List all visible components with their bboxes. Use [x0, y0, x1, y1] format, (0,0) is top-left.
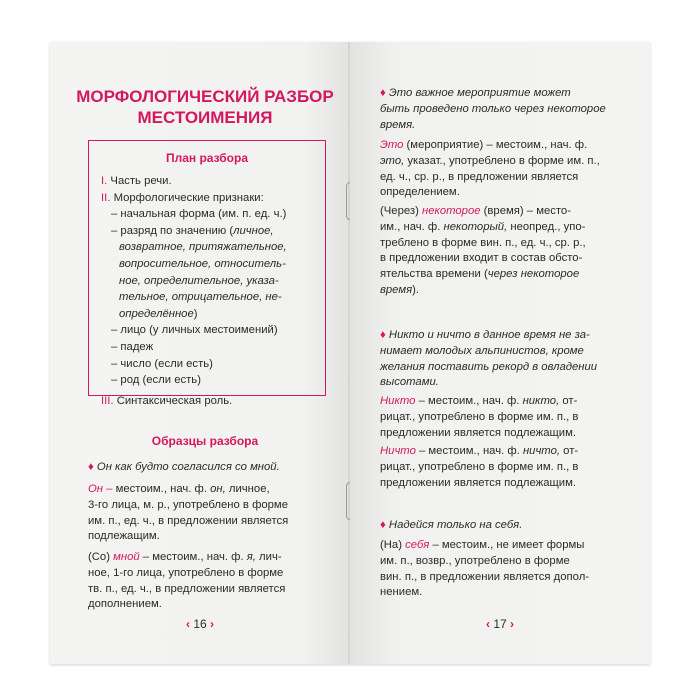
page-number: ‹ 16 › [185, 617, 215, 631]
diamond-icon: ♦ [380, 87, 386, 99]
chevron-left-icon: ‹ [485, 617, 490, 631]
plan-sub-3: – лицо (у личных местоимений) [111, 324, 278, 337]
plan-sub-2-cont: ное, определительное, указа- [119, 274, 279, 287]
analysis-paragraph: Ничто – местоим., нач. ф. ничто, от- рицат., употреблено в форме им. п., в предложении является подлежащим. [380, 445, 579, 489]
example-sentence: ♦ Надейся только на себя. [380, 519, 523, 531]
page-title: МОРФОЛОГИЧЕСКИЙ РАЗБОР МЕСТОИМЕНИЯ [76, 87, 334, 127]
plan-box [88, 140, 326, 407]
right-page [350, 42, 650, 664]
example-sentence: ♦ Он как будто согласился со мной. [88, 461, 280, 473]
page-number: ‹ 17 › [485, 617, 515, 631]
diamond-icon: ♦ [380, 329, 386, 341]
plan-sub-2-cont: возвратное, притяжательное, [119, 241, 287, 254]
analysis-paragraph: Никто – местоим., нач. ф. никто, от- рицат., употреблено в форме им. п., в предложении является подлежащим. [380, 395, 579, 439]
samples-title: Образцы разбора [151, 434, 259, 448]
analysis-paragraph: (Со) мной – местоим., нач. ф. я, лич- ное, 1-го лица, употреблено в форме тв. п., ед. ч., в предложении является дополнением. [88, 551, 286, 611]
plan-sub-2-cont: вопросительное, относитель- [119, 257, 286, 270]
plan-item-1: I. Часть речи. [101, 175, 172, 187]
chevron-right-icon: › [510, 617, 515, 631]
example-sentence: ♦ Никто и ничто в данное время не за- нимает молодых альпинистов, кроме желания поставить рекорд в овладении высотами. [380, 329, 598, 389]
analysis-paragraph: (На) себя – местоим., не имеет формы им. п., возвр., употреблено в форме вин. п., в предложении является допол- нением. [380, 539, 590, 599]
plan-sub-2: – разряд по значению (личное, [111, 224, 274, 237]
chevron-left-icon: ‹ [185, 617, 190, 631]
plan-sub-6: – род (если есть) [111, 374, 201, 387]
plan-sub-1: – начальная форма (им. п. ед. ч.) [111, 208, 287, 221]
plan-item-3: III. Синтаксическая роль. [101, 394, 233, 407]
booklet [50, 42, 650, 664]
analysis-paragraph: Это (мероприятие) – местоим., нач. ф. это, указат., употреблено в форме им. п., ед. ч., ср. р., в предложении является определением. [380, 139, 600, 199]
plan-title: План разбора [165, 151, 249, 165]
diamond-icon: ♦ [380, 519, 386, 531]
left-page [50, 42, 350, 664]
plan-item-2: II. Морфологические признаки: [101, 191, 264, 204]
plan-sub-2-cont: определённое) [119, 307, 198, 320]
plan-sub-4: – падеж [111, 340, 154, 353]
plan-sub-2-cont: тельное, отрицательное, не- [119, 291, 282, 304]
plan-sub-5: – число (если есть) [111, 357, 213, 370]
example-sentence: ♦ Это важное мероприятие может быть проведено только через некоторое время. [380, 87, 606, 131]
diamond-icon: ♦ [88, 461, 94, 473]
chevron-right-icon: › [210, 617, 215, 631]
plan-list [101, 173, 323, 409]
analysis-paragraph: (Через) некоторое (время) – место- им., нач. ф. некоторый, неопред., упо- треблено в форме вин. п., ед. ч., ср. р., в предложении входит в состав обсто- ятельства времени (через некоторое время). [380, 205, 586, 296]
analysis-paragraph: Он – местоим., нач. ф. он, личное, 3-го лица, м. р., употреблено в форме им. п., ед. ч., в предложении является подлежащим. [88, 483, 289, 543]
